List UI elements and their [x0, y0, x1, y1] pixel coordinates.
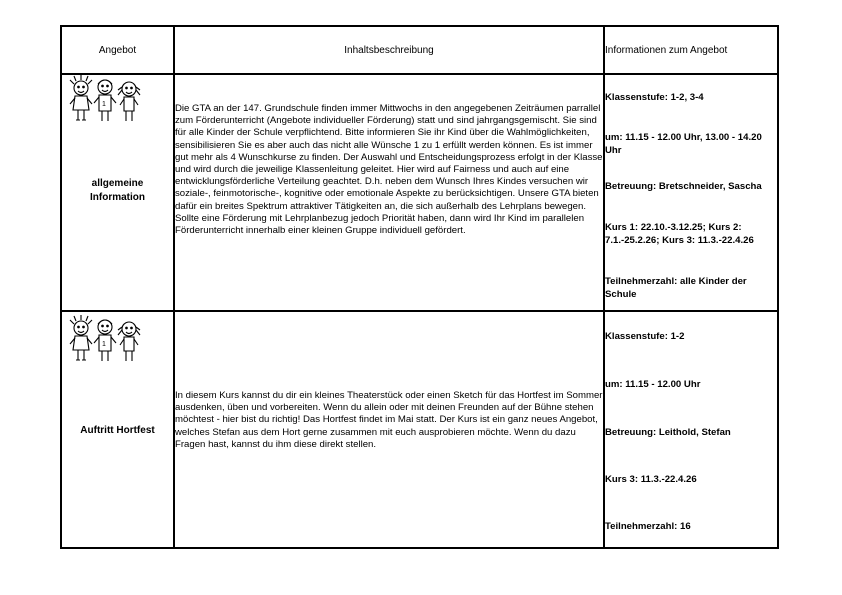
info-betreuung: Betreuung: Bretschneider, Sascha	[605, 181, 762, 192]
info-kurse: Kurs 1: 22.10.-3.12.25; Kurs 2: 7.1.-25.2.26; Kurs 3: 11.3.-22.4.26	[605, 222, 754, 246]
info-kurse: Kurs 3: 11.3.-22.4.26	[605, 474, 697, 485]
info-teilnehmer: Teilnehmerzahl: alle Kinder der Schule	[605, 276, 747, 300]
offer-table	[60, 25, 779, 549]
offer-info	[605, 73, 779, 310]
offer-info	[605, 312, 779, 549]
info-klassenstufe: Klassenstufe: 1-2, 3-4	[605, 92, 704, 103]
header-inhaltsbeschreibung: Inhaltsbeschreibung	[344, 44, 434, 56]
svg-text:1: 1	[102, 101, 106, 108]
header-angebot: Angebot	[98, 44, 137, 56]
info-klassenstufe: Klassenstufe: 1-2	[605, 331, 685, 342]
offer-name-line2: Information	[90, 192, 145, 203]
children-clipart-icon	[68, 75, 142, 129]
info-teilnehmer: Teilnehmerzahl: 16	[605, 521, 691, 532]
offer-name	[62, 424, 173, 438]
header-informationen: Informationen zum Angebot	[605, 44, 728, 56]
offer-name-line1: Auftritt Hortfest	[80, 425, 155, 436]
offer-description: In diesem Kurs kannst du dir ein kleines Theaterstück oder einen Sketch für das Hortfest im Sommer ausdenken, üben und vorbereiten. Wenn du allein oder mit deinen Freunden auf der Bühne stehen möchtest - hier bist du richtig! Das Hortfest findet im Mai statt. Der Kurs ist ein ganz neues Angebot, welches Stefan aus dem Hort gerne zusammen mit euch ausprobieren möchte. Wenn du dazu Fragen hast, kannst du ihm diese direkt stellen.	[175, 390, 603, 450]
offer-name	[62, 177, 173, 205]
offer-description: Die GTA an der 147. Grundschule finden immer Mittwochs in den angegebenen Zeiträumen parrallel zum Förderunterricht (Angebote individueller Förderung) statt und sind jahrgangsgemischt. Sie sind für alle Kinder der Schule verpflichtend. Bitte informieren Sie ihr Kind über die Wahlmöglichkeiten, sensibilisieren Sie es aber auch das nicht alle Wünsche 1 zu 1 erfüllt werden können. Es ist immer gut mehr als 4 Wunschkurse zu finden. Der Auswahl und Entscheidungsprozess erfolgt in der Klasse und wird durch die jeweilige Klassenleitung geleitet. Hier wird auf Fairness und auch auf eine entwicklungsförderliche Verteilung geachtet. D.h. neben dem Wunsch Ihres Kindes versuchen wir soziale-, feinmotorische-, kognitive oder emotionale Aspekte zu berücksichtigen. Unsere GTA bieten dafür ein breites Spektrum attraktiver Tätigkeiten an, die sich außerhalb des Lehrplans bewegen. Sollte eine Förderung mit Lehrplanbezug jedoch Priorität haben, dann wird Ihr Kind im parallelen Förderunterricht innerhalb einer kleinen Gruppe individuell gefördert.	[175, 103, 603, 237]
offer-name-line1: allgemeine	[91, 178, 144, 189]
children-clipart-icon	[68, 315, 142, 369]
info-zeit: um: 11.15 - 12.00 Uhr, 13.00 - 14.20 Uhr	[605, 132, 762, 156]
info-betreuung: Betreuung: Leithold, Stefan	[605, 427, 731, 438]
svg-text:1: 1	[102, 341, 106, 348]
info-zeit: um: 11.15 - 12.00 Uhr	[605, 379, 701, 390]
